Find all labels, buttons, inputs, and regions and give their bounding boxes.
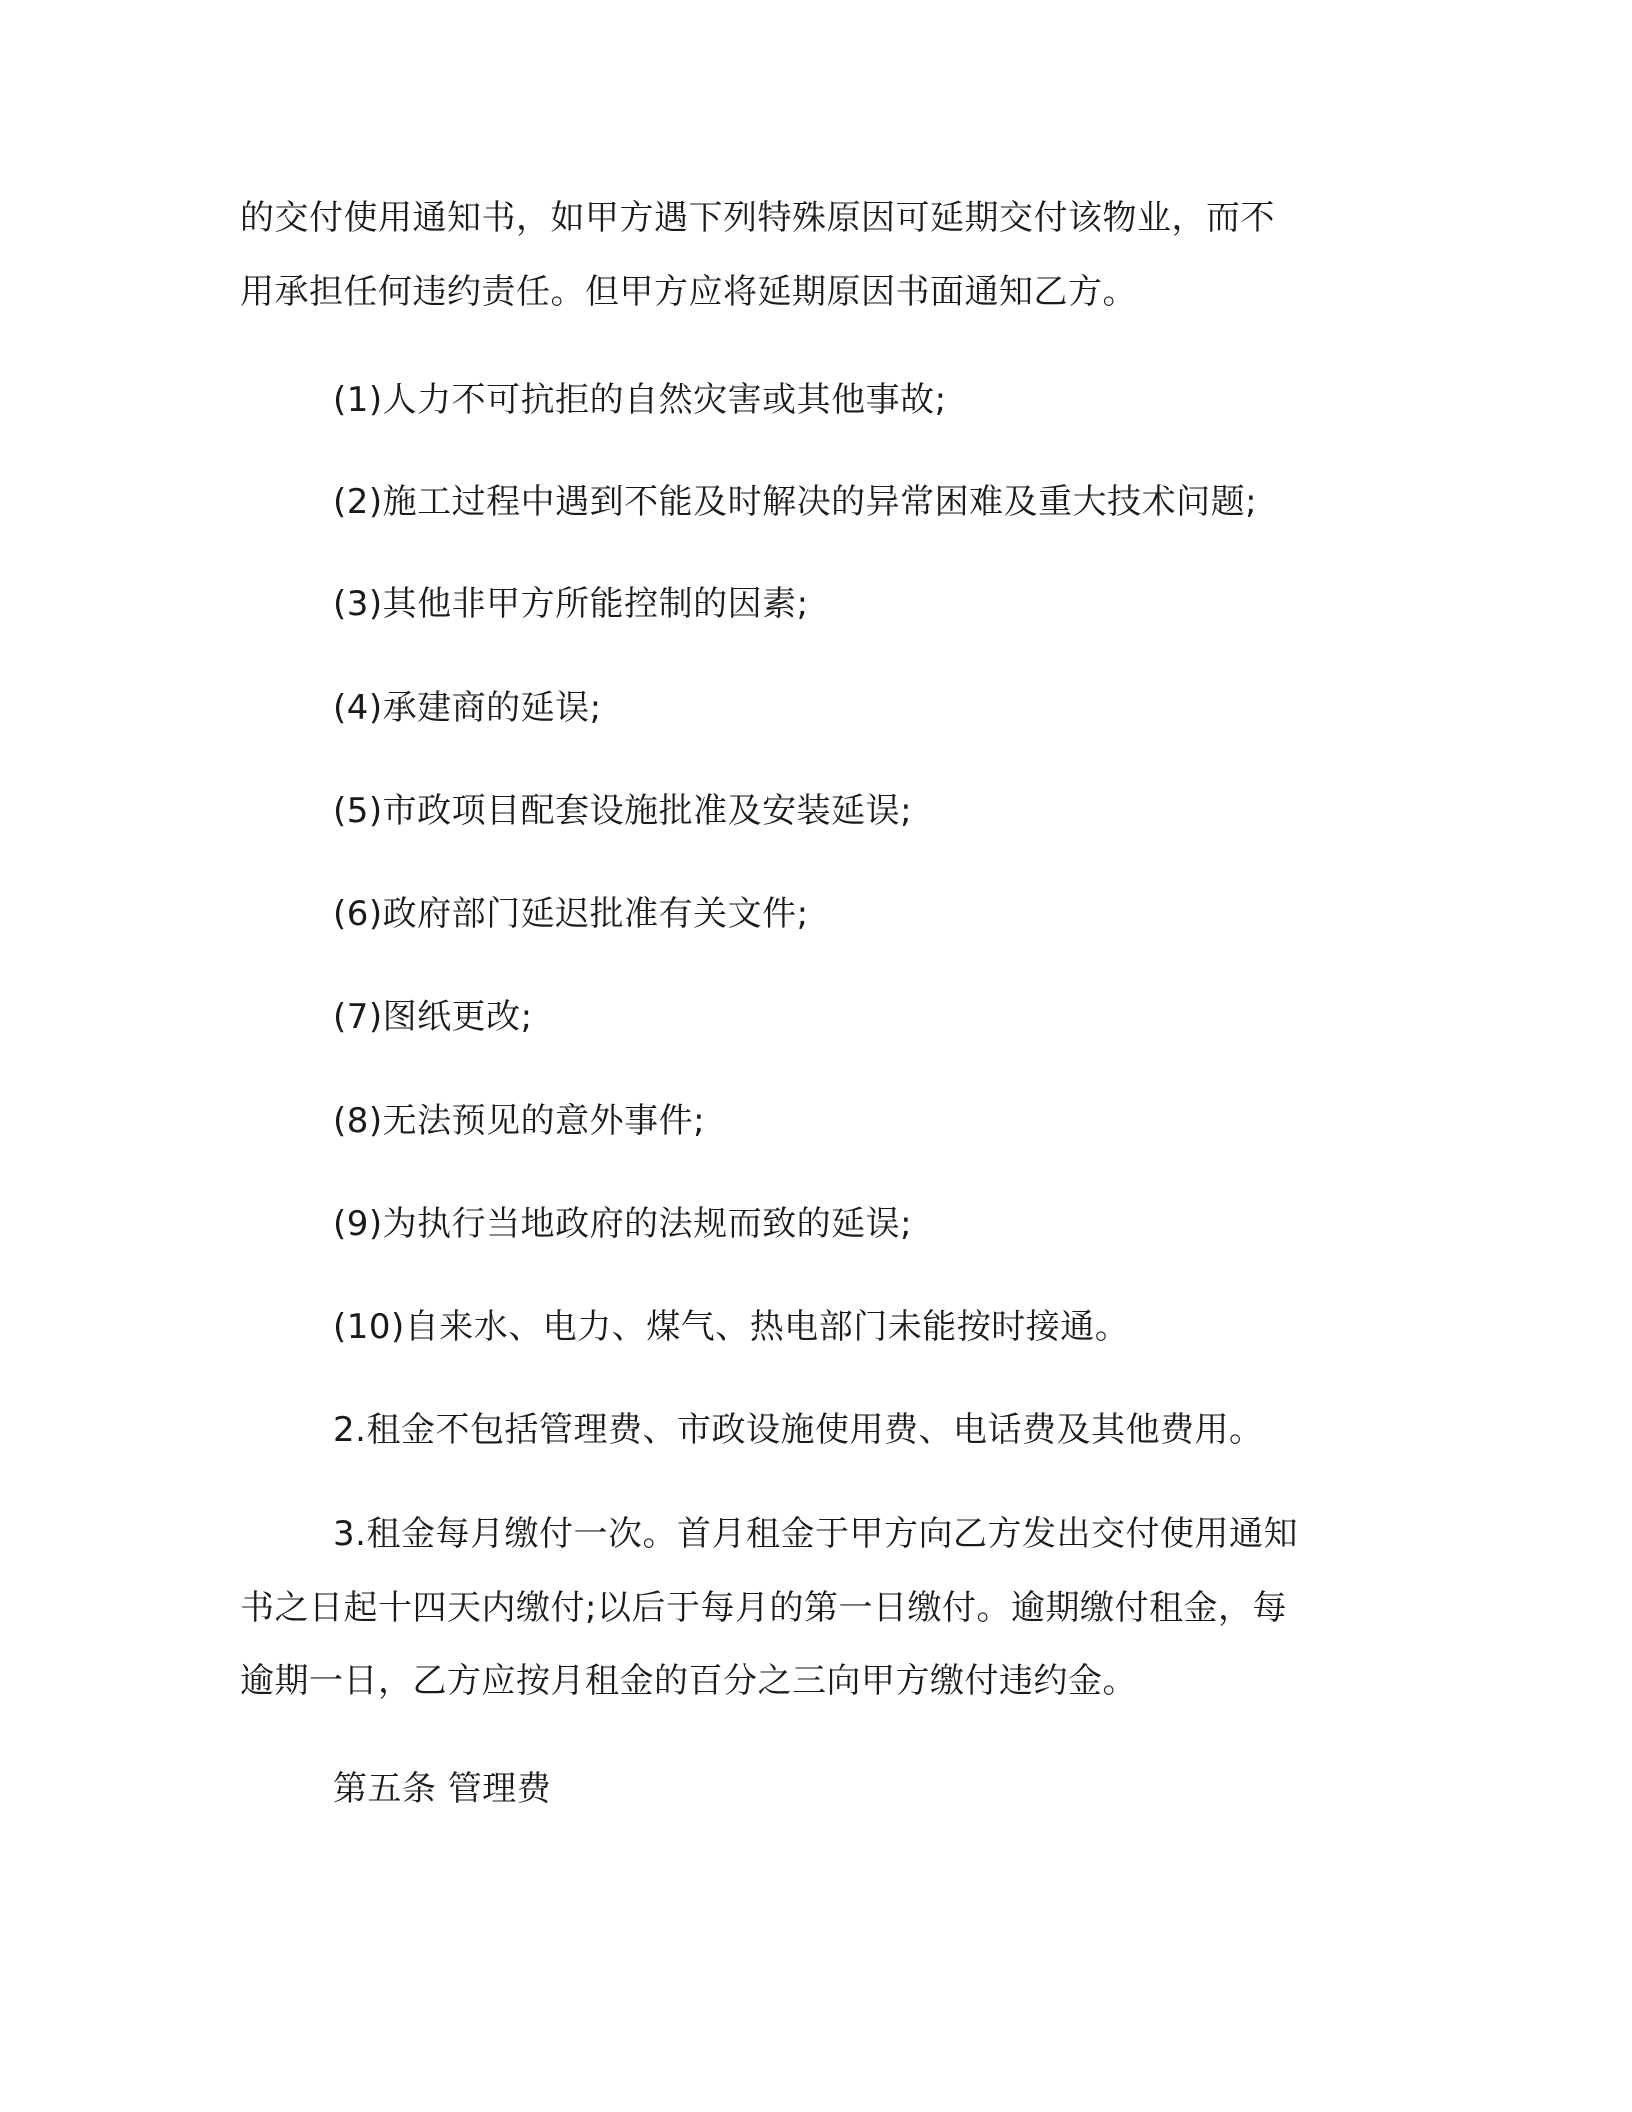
clause-3-line-3: 逾期一日，乙方应按月租金的百分之三向甲方缴付违约金。 <box>240 1661 1137 1701</box>
intro-line-2: 用承担任何违约责任。但甲方应将延期原因书面通知乙方。 <box>240 272 1137 312</box>
clause-3-line-2: 书之日起十四天内缴付;以后于每月的第一日缴付。逾期缴付租金，每 <box>240 1588 1287 1628</box>
intro-line-1: 的交付使用通知书，如甲方遇下列特殊原因可延期交付该物业，而不 <box>240 198 1275 238</box>
reason-item-6: (6)政府部门延迟批准有关文件; <box>333 894 809 934</box>
article-5-heading: 第五条 管理费 <box>333 1769 552 1809</box>
reason-item-10: (10)自来水、电力、煤气、热电部门未能按时接通。 <box>333 1307 1130 1347</box>
reason-item-5: (5)市政项目配套设施批准及安装延误; <box>333 791 913 831</box>
reason-item-2: (2)施工过程中遇到不能及时解决的异常困难及重大技术问题; <box>333 482 1258 522</box>
reason-item-8: (8)无法预见的意外事件; <box>333 1101 706 1141</box>
clause-3-line-1: 3.租金每月缴付一次。首月租金于甲方向乙方发出交付使用通知 <box>333 1514 1298 1554</box>
clause-2: 2.租金不包括管理费、市政设施使用费、电话费及其他费用。 <box>333 1410 1264 1450</box>
reason-item-1: (1)人力不可抗拒的自然灾害或其他事故; <box>333 380 947 420</box>
reason-item-3: (3)其他非甲方所能控制的因素; <box>333 584 809 624</box>
reason-item-9: (9)为执行当地政府的法规而致的延误; <box>333 1204 913 1244</box>
reason-item-4: (4)承建商的延误; <box>333 688 602 728</box>
reason-item-7: (7)图纸更改; <box>333 997 533 1037</box>
